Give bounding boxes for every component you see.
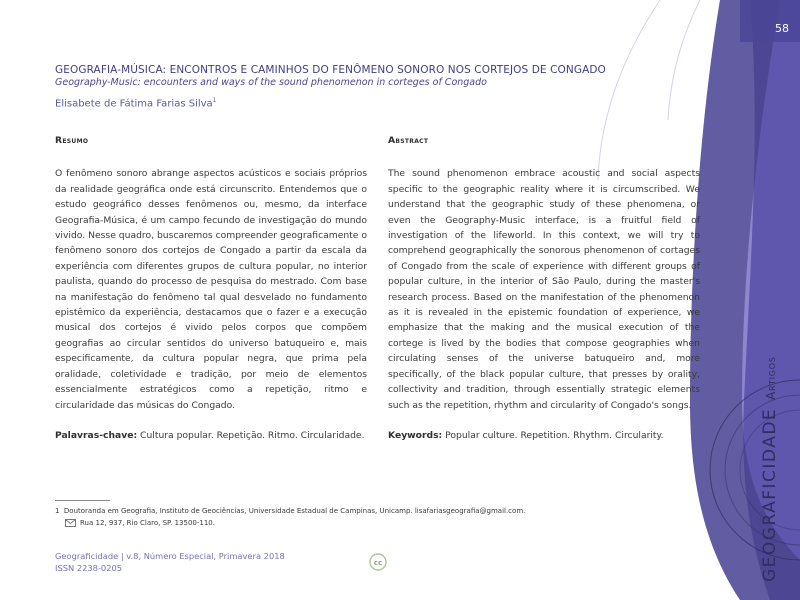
palavras-chave-label: Palavras-chave: [55, 429, 138, 441]
creative-commons-icon[interactable] [369, 553, 387, 571]
footnote-line [55, 505, 525, 517]
author-footnote-marker[interactable]: 1 [212, 97, 217, 104]
footnote-number: 1 [55, 507, 60, 515]
abstract-heading: Abstract [388, 135, 429, 146]
side-label [760, 356, 780, 582]
keywords-label: Keywords: [388, 429, 443, 441]
side-journal-name: GEOGRAFICIDADE [760, 407, 780, 582]
abstract-body: The sound phenomenon embrace acoustic and social aspects specific to the geographic reality where it is circumscribed. We understand that the geographic study of these phenomena, or even the Geography-Music interface, is a fruitful field of investigation of the lifeworld. In this context, we will try to comprehend geographically the sonorous phenomenon of cortages of Congado from the scale of experience with different groups of popular culture, in the interior of São Paulo, during the master's research process. Based on the manifestation of the phenomenon as it is revealed in the epistemic foundation of experience, we emphasize that the making and the musical execution of the cortege is lived by the bodies that compose geographies when circulating senses of the universe batuqueiro and, more specifically, of the black popular culture, that presses by orality, collectivity and tradition, through essentially strategic elements such as the repetition, rhythm and circularity of Congado's songs. [388, 168, 700, 411]
page-footer [55, 550, 285, 574]
footer-journal-line: Geograficidade | v.8, Número Especial, Primavera 2018 [55, 551, 285, 561]
article-header [55, 64, 675, 109]
side-section-name: Artigos [764, 356, 778, 400]
footnote-divider [55, 500, 110, 501]
footnote [55, 505, 525, 529]
envelope-icon [65, 519, 76, 527]
article-title-pt: GEOGRAFIA-MÚSICA: ENCONTROS E CAMINHOS DO FENÔMENO SONORO NOS CORTEJOS DE CONGADO [55, 64, 606, 76]
palavras-chave-list: Cultura popular. Repetição. Ritmo. Circularidade. [140, 429, 365, 441]
author-text: Elisabete de Fátima Farias Silva [55, 98, 213, 110]
resumo-section [55, 133, 367, 443]
footnote-address-line [55, 517, 525, 529]
svg-text:cc: cc [373, 559, 383, 567]
resumo-body: O fenômeno sonoro abrange aspectos acústicos e sociais próprios da realidade geográfica onde está circunscrito. Entendemos que o estudo geográfico desses fenômenos ou, mesmo, da interface Geografia-Música, é um campo fecundo de investigação do mundo vivido. Nesse quadro, buscaremos compreender geograficamente o fenômeno sonoro dos cortejos de Congado a partir da escala da experiência com diferentes grupos de cultura popular, no interior paulista, quando do processo de pesquisa do mestrado. Com base na manifestação do fenômeno tal qual desvelado no fundamento epistêmico da experiência, destacamos que o fazer e a execução musical dos cortejos é vivido pelos corpos que compõem geografias ao circular sentidos do universo batuqueiro e, mais especificamente, da cultura popular negra, que prima pela oralidade, coletividade e tradição, por meio de elementos essencialmente estratégicos como a repetição, ritmo e circularidade das músicas do Congado. [55, 168, 367, 411]
abstract-section [388, 133, 700, 443]
keywords-list: Popular culture. Repetition. Rhythm. Circularity. [445, 429, 664, 441]
keywords [388, 428, 700, 443]
page-number: 58 [775, 22, 789, 35]
resumo-heading: Resumo [55, 135, 89, 146]
article-title-en: Geography-Music: encounters and ways of the sound phenomenon in corteges of Congado [55, 77, 487, 88]
palavras-chave [55, 428, 367, 443]
footnote-text: Doutoranda em Geografia, Instituto de Geociências, Universidade Estadual de Campinas, Unicamp. lisafariasgeografia@gmail.com. [63, 507, 526, 515]
footnote-address: Rua 12, 937, Rio Claro, SP. 13500-110. [80, 519, 215, 527]
footer-issn: ISSN 2238-0205 [55, 563, 123, 573]
author-name [55, 97, 675, 109]
